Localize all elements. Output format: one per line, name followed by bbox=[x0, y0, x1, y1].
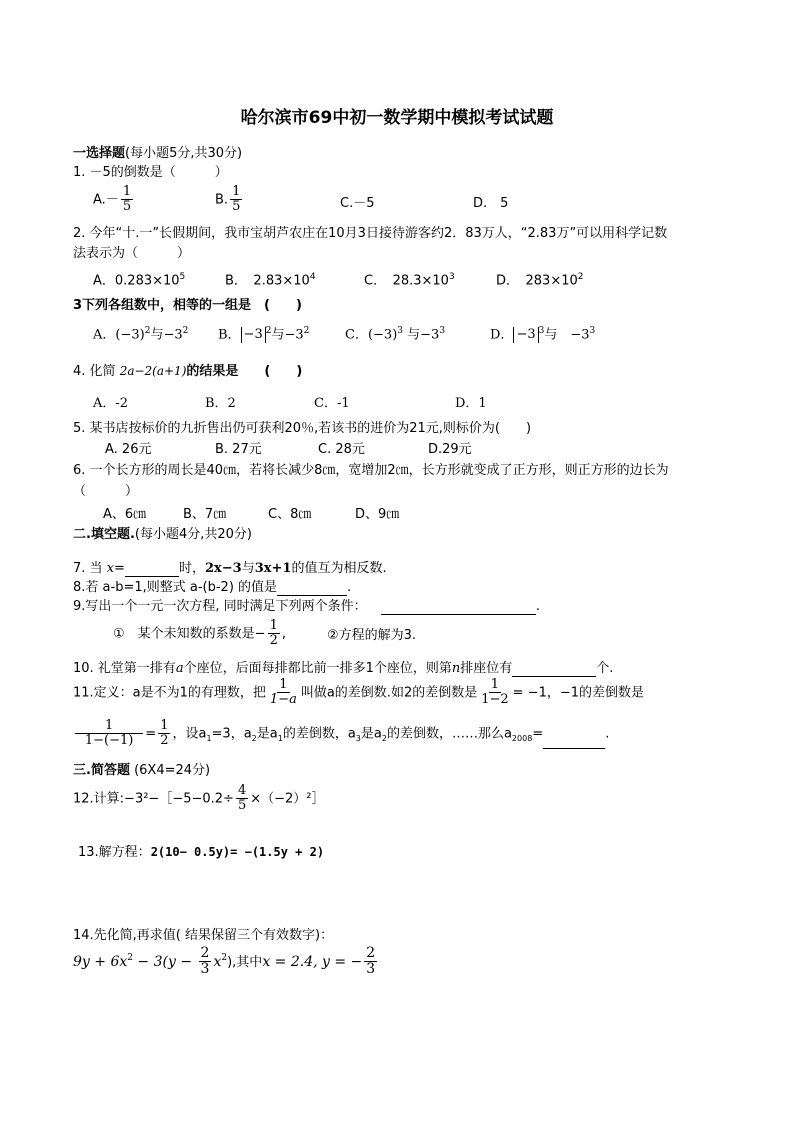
q4-expression: 2a−2(a+1) bbox=[119, 364, 187, 378]
q3-stem: 3下列各组数中，相等的一组是 ( ) bbox=[73, 298, 302, 313]
q12-f-num: 4 bbox=[237, 783, 247, 798]
q1-b-label: B. bbox=[215, 192, 229, 208]
q3-d-abs-expr: −3 bbox=[513, 327, 538, 343]
q1-option-d: D. 5 bbox=[473, 196, 509, 211]
q1-stem: 1. －5的倒数是（ ） bbox=[73, 165, 228, 180]
q12-b: ×（−2）²］ bbox=[250, 791, 325, 807]
q14-f-den: 3 bbox=[200, 961, 210, 978]
q9-condition-2: ②方程的解为3. bbox=[327, 628, 417, 643]
q7-equals: = bbox=[114, 561, 125, 576]
q3-c-expr1: (−3) bbox=[367, 327, 398, 343]
q3-a-expr2-exp: 2 bbox=[182, 326, 189, 336]
q11-line1 bbox=[73, 678, 644, 708]
q5-option-b: B. 27元 bbox=[215, 442, 262, 457]
q9-line1 bbox=[73, 599, 540, 615]
q11-h: 的差倒数，a bbox=[282, 726, 356, 742]
q3-d-expr1-exp: 3 bbox=[538, 326, 545, 336]
q12-a: 12.计算:−3²−［−5−0.2÷ bbox=[73, 791, 234, 807]
q14-fraction-1 bbox=[199, 946, 212, 978]
q3-a-label: A． bbox=[93, 327, 116, 343]
q2-option-b bbox=[225, 272, 316, 289]
q6-option-b: B、7㎝ bbox=[183, 507, 227, 522]
page-title: 哈尔滨市69中初一数学期中模拟考试试题 bbox=[240, 108, 554, 128]
q14-g-den: 3 bbox=[366, 961, 376, 978]
q9-blank[interactable] bbox=[381, 614, 536, 615]
q3-d-expr2: 与 −3 bbox=[544, 327, 590, 343]
q14-fraction-2 bbox=[364, 946, 377, 978]
q11-j: 的差倒数，……那么a bbox=[386, 726, 512, 742]
q11-g: 是a bbox=[256, 726, 278, 742]
section-3-heading bbox=[73, 763, 210, 779]
q10-a: 10. 礼堂第一排有 bbox=[73, 661, 176, 676]
q13 bbox=[78, 845, 324, 861]
q6-option-c: C、8㎝ bbox=[268, 507, 312, 522]
q11-g-den: 1−2 bbox=[481, 692, 509, 708]
q10-b: 个座位，后面每排都比前一排多1个座位，则第 bbox=[183, 661, 452, 676]
q3-b-abs-expr: −3 bbox=[241, 327, 266, 343]
q14-stem: 14.先化简,再求值( 结果保留三个有效数字)： bbox=[73, 928, 334, 943]
q11-fraction-3 bbox=[75, 719, 143, 749]
q11-e: ，设a bbox=[172, 726, 207, 742]
q7-variable: x bbox=[106, 561, 115, 576]
q11-g-sub: 1 bbox=[277, 733, 283, 743]
q8-b: . bbox=[347, 580, 352, 595]
q14-e3-exp: 2 bbox=[221, 953, 228, 964]
q2-option-d bbox=[496, 272, 584, 289]
q6-option-d: D、9㎝ bbox=[355, 507, 400, 522]
q4-option-b: B．2 bbox=[205, 396, 236, 411]
q11-equals: = bbox=[145, 726, 157, 742]
q10-var-a: a bbox=[175, 661, 184, 676]
q9-c1: ① 某个未知数的系数是− bbox=[113, 626, 266, 642]
q9-b: . bbox=[535, 599, 540, 614]
q8-a: 8.若 a-b=1,则整式 a-(b-2) 的值是 bbox=[73, 580, 278, 595]
q4-stem bbox=[73, 364, 302, 380]
q1-b-fraction bbox=[230, 185, 242, 215]
q2-a-exp: 5 bbox=[179, 272, 186, 282]
q10-var-n: n bbox=[451, 661, 461, 676]
q10 bbox=[73, 661, 613, 677]
q14-e3: x bbox=[213, 953, 222, 970]
q5-option-c: C. 28元 bbox=[318, 442, 365, 457]
q2-stem-line1: 2. 今年“十.一”长假期间，我市宝胡芦农庄在10月3日接待游客约2．83万人，“2.83万”可以用科学记数 bbox=[73, 226, 668, 241]
q7-blank[interactable] bbox=[125, 576, 179, 577]
q1-a-label: A.－ bbox=[93, 192, 119, 208]
q14-f-num: 2 bbox=[200, 945, 210, 961]
q10-c: 排座位有 bbox=[460, 661, 513, 676]
q1-b-num: 1 bbox=[232, 184, 241, 199]
q2-a-text: A．0.283×10 bbox=[93, 273, 180, 289]
q2-option-a bbox=[93, 272, 185, 289]
q6-option-a: A、6㎝ bbox=[103, 507, 147, 522]
q3-option-a bbox=[93, 326, 188, 343]
q1-option-c: C.－5 bbox=[340, 196, 375, 211]
q4-stem-a: 4. 化简 bbox=[73, 364, 116, 379]
q7-expr2: 3x+1 bbox=[254, 561, 292, 576]
section-2-heading bbox=[73, 527, 252, 543]
q3-option-b bbox=[218, 326, 309, 343]
q10-d: 个. bbox=[596, 661, 614, 676]
q11-f-den: 1−a bbox=[269, 692, 297, 708]
q9-c1-fraction bbox=[268, 619, 280, 649]
q11-f: =3，a bbox=[211, 726, 252, 742]
q11-k-den: 2 bbox=[160, 733, 169, 749]
q3-b-expr1-exp: 2 bbox=[265, 326, 272, 336]
q14-expression bbox=[73, 946, 379, 978]
q3-b-label: B． bbox=[218, 327, 241, 343]
q11-k: = bbox=[532, 726, 544, 742]
q3-c-expr1-exp: 3 bbox=[397, 326, 403, 336]
q11-line2 bbox=[73, 719, 609, 749]
q2-stem-line2: 法表示为（ ） bbox=[73, 246, 191, 261]
q7-c: 时， bbox=[178, 561, 205, 576]
q2-c-exp: 3 bbox=[448, 272, 455, 282]
q2-c-text: C． 28.3×10 bbox=[364, 273, 449, 289]
section-2-note: (每小题4分,共20分) bbox=[134, 527, 252, 542]
q14-e2: − 3(y − bbox=[132, 953, 197, 970]
q14-e1-exp: 2 bbox=[127, 953, 133, 964]
q11-i: 是a bbox=[360, 726, 382, 742]
q7-e: 的值互为相反数. bbox=[291, 561, 387, 576]
q13-a: 13.解方程： bbox=[78, 845, 151, 860]
section-1-label: 一选择题 bbox=[73, 146, 126, 161]
q11-i-sub: 2 bbox=[381, 733, 387, 743]
q3-c-label: C． bbox=[345, 327, 368, 343]
q11-blank[interactable] bbox=[543, 748, 605, 749]
section-3-label: 三.简答题 bbox=[73, 763, 130, 778]
q1-option-a bbox=[93, 185, 135, 215]
q6-stem-line2: （ ） bbox=[73, 484, 139, 499]
q14-e4: ),其中 bbox=[227, 954, 263, 970]
q13-equation: 2(10− 0.5y)= −(1.5y + 2) bbox=[150, 845, 325, 859]
q11-h-sub: 3 bbox=[355, 733, 361, 743]
q3-d-expr2-exp: 3 bbox=[589, 326, 596, 336]
q2-b-text: B． 2.83×10 bbox=[225, 273, 310, 289]
q6-stem-line1: 6. 一个长方形的周长是40㎝，若将长减少8㎝，宽增加2㎝，长方形就变成了正方形，则正方形的边长为 bbox=[73, 463, 669, 478]
q1-a-fraction bbox=[121, 185, 133, 215]
q1-a-den: 5 bbox=[122, 199, 132, 215]
q14-e6: y = − bbox=[322, 953, 363, 970]
q1-a-num: 1 bbox=[122, 184, 132, 199]
q11-fraction-1 bbox=[268, 678, 299, 708]
q10-blank[interactable] bbox=[512, 676, 596, 677]
q8 bbox=[73, 580, 351, 596]
q11-c: = −1，−1的差倒数是 bbox=[512, 685, 645, 701]
q3-d-label: D． bbox=[490, 327, 514, 343]
q3-a-expr2: 与−3 bbox=[150, 327, 183, 343]
q11-f-sub: 2 bbox=[251, 733, 257, 743]
section-1-note: (每小题5分,共30分) bbox=[125, 146, 243, 161]
q14-g-num: 2 bbox=[366, 945, 376, 961]
q9-c1-den: 2 bbox=[269, 633, 278, 649]
q14-e1: 9y + 6x bbox=[73, 953, 128, 970]
section-2-label: 二.填空题. bbox=[73, 527, 135, 542]
q11-l: . bbox=[605, 726, 610, 742]
q11-e-sub: 1 bbox=[206, 733, 212, 743]
q7 bbox=[73, 561, 387, 577]
q7-a: 7. 当 bbox=[73, 561, 103, 576]
q3-c-expr2-exp: 3 bbox=[439, 326, 446, 336]
q5-option-d: D.29元 bbox=[428, 442, 472, 457]
q11-f-num: 1 bbox=[279, 677, 288, 692]
q11-j-sub: 2008 bbox=[511, 733, 533, 743]
q11-h-num: 1 bbox=[75, 719, 143, 734]
q5-option-a: A. 26元 bbox=[105, 442, 152, 457]
q4-option-d: D．1 bbox=[455, 396, 487, 411]
q12-f-den: 5 bbox=[237, 798, 247, 814]
q9-c1-num: 1 bbox=[269, 618, 278, 633]
section-3-note: (6X4=24分) bbox=[134, 763, 211, 778]
q4-stem-b: 的结果是 ( ) bbox=[186, 364, 303, 379]
q11-fraction-4 bbox=[158, 719, 170, 749]
q9-a: 9.写出一个一元一次方程, 同时满足下列两个条件： bbox=[73, 599, 367, 614]
q2-b-exp: 4 bbox=[309, 272, 316, 282]
q9-condition-1 bbox=[113, 619, 286, 649]
q2-option-c bbox=[364, 272, 455, 289]
q8-blank[interactable] bbox=[277, 595, 347, 596]
q3-a-expr1-exp: 2 bbox=[144, 326, 151, 336]
section-1-heading bbox=[73, 146, 242, 162]
q3-c-expr2: 与−3 bbox=[407, 327, 440, 343]
q12 bbox=[73, 784, 325, 814]
q11-h-den: 1−(−1) bbox=[84, 733, 134, 749]
q7-and: 与 bbox=[241, 561, 255, 576]
q3-option-d bbox=[490, 326, 595, 343]
q3-a-expr1: (−3) bbox=[115, 327, 145, 343]
q4-option-c: C．-1 bbox=[314, 396, 350, 411]
q2-d-text: D． 283×10 bbox=[496, 273, 578, 289]
q11-a: 11.定义：a是不为1的有理数，把 bbox=[73, 685, 266, 701]
q5-stem: 5. 某书店按标价的九折售出仍可获利20％,若该书的进价为21元,则标价为( ) bbox=[73, 421, 532, 436]
q11-b: 叫做a的差倒数.如2的差倒数是 bbox=[300, 685, 478, 701]
q3-option-c bbox=[345, 326, 445, 343]
q11-fraction-2 bbox=[479, 678, 510, 708]
q1-b-den: 5 bbox=[232, 199, 241, 215]
q2-d-exp: 2 bbox=[577, 272, 584, 282]
q9-c1-end: , bbox=[281, 626, 286, 642]
q3-b-expr2: 与−3 bbox=[271, 327, 304, 343]
q4-option-a: A．-2 bbox=[93, 396, 129, 411]
q12-fraction bbox=[236, 784, 248, 814]
q14-e5: x = 2.4, bbox=[262, 953, 318, 970]
q11-g-num: 1 bbox=[490, 677, 500, 692]
q3-b-expr2-exp: 2 bbox=[303, 326, 310, 336]
q1-option-b bbox=[215, 185, 244, 215]
q11-k-num: 1 bbox=[160, 718, 169, 733]
q7-expr1: 2x−3 bbox=[204, 561, 242, 576]
